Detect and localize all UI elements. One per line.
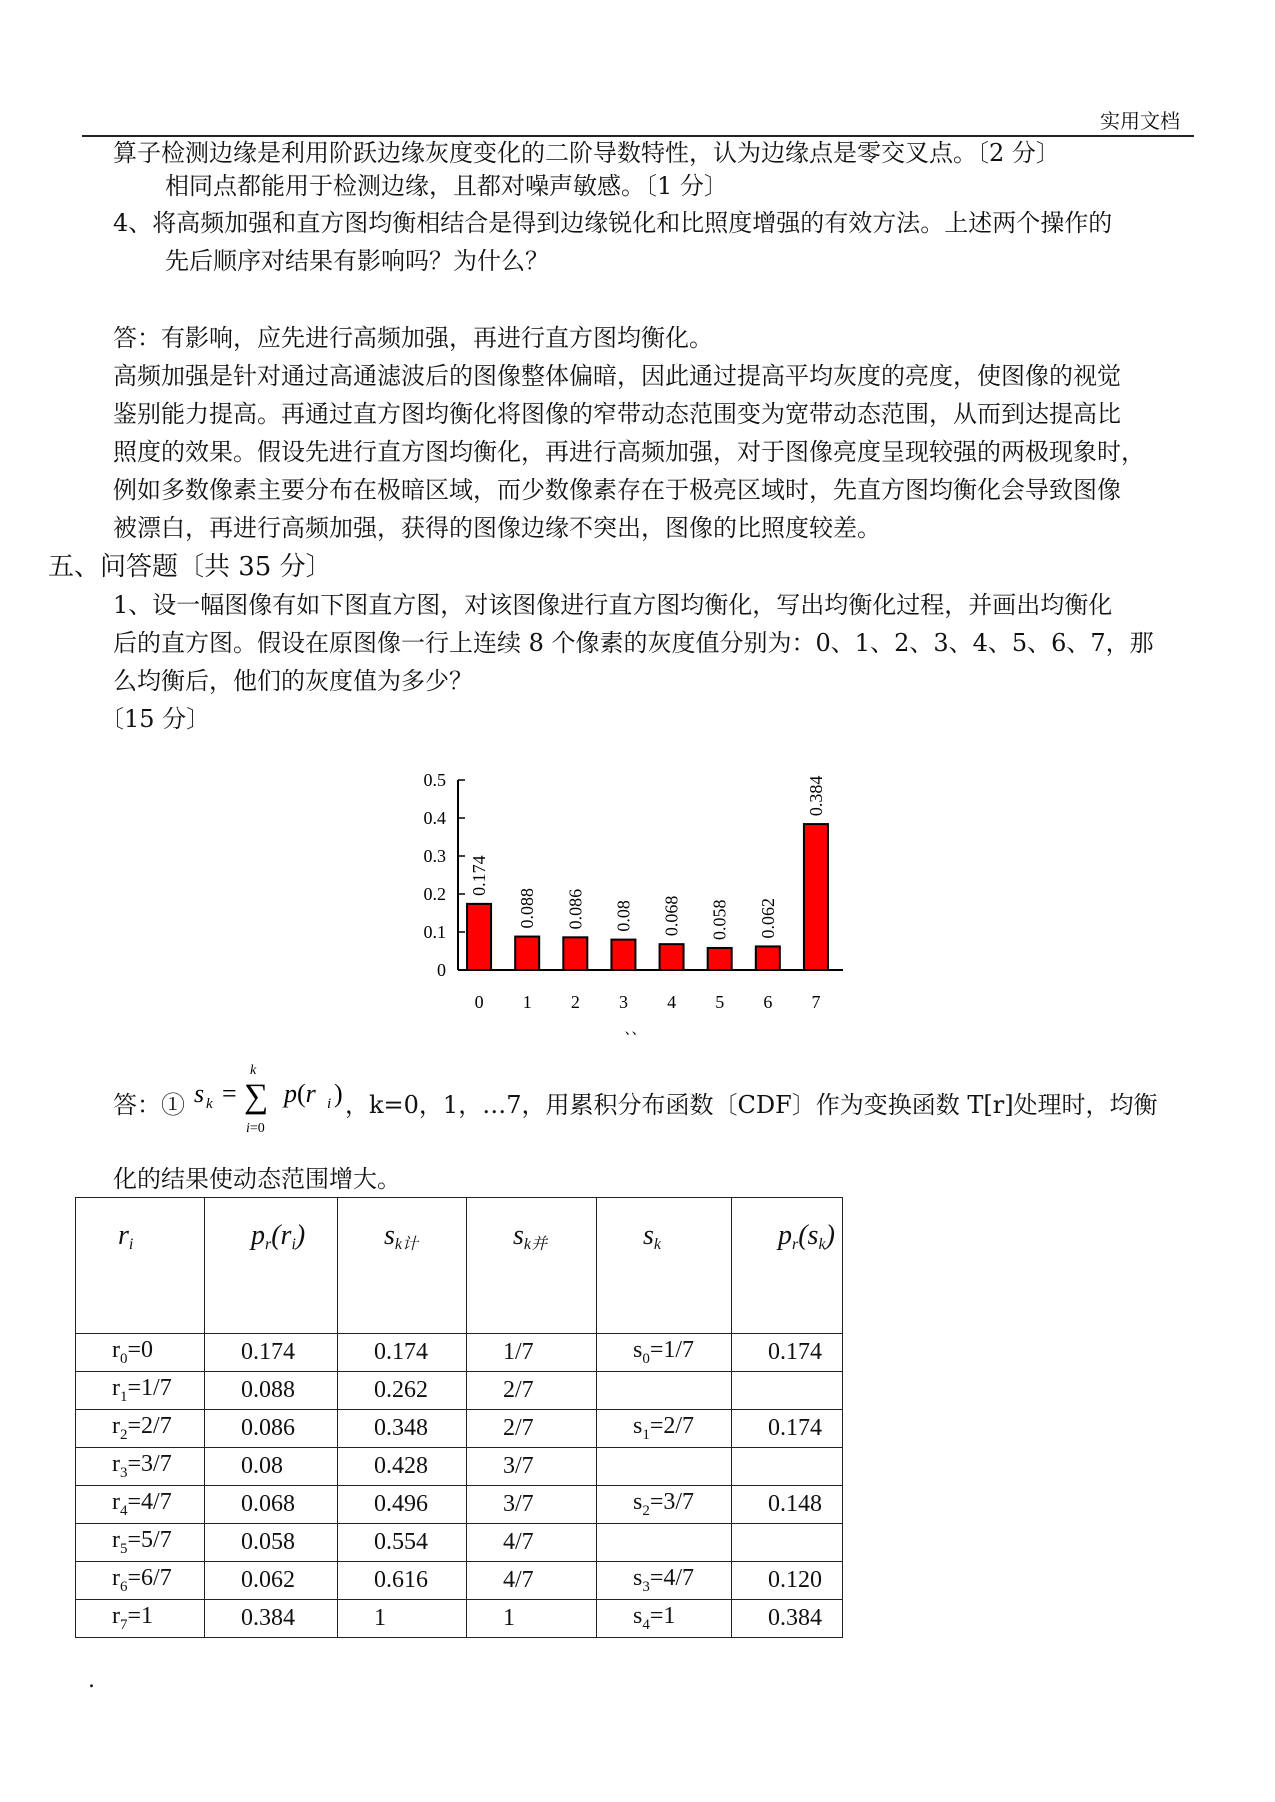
header-pr-ri: pr(ri) bbox=[205, 1198, 338, 1334]
table-cell: $r_2=2/7$ bbox=[76, 1410, 205, 1448]
table-cell: 0.496 bbox=[338, 1486, 467, 1524]
table-cell: 0.174 bbox=[732, 1410, 843, 1448]
table-cell: $r_7=1$ bbox=[76, 1600, 205, 1638]
table-cell bbox=[597, 1372, 732, 1410]
x-tick-label: 3 bbox=[618, 992, 628, 1012]
table-cell: $r_1=1/7$ bbox=[76, 1372, 205, 1410]
header-ri: ri bbox=[76, 1198, 205, 1334]
header-pr-sk: pr(sk) bbox=[732, 1198, 843, 1334]
x-tick-label: 2 bbox=[570, 992, 580, 1012]
header-sk-merge: sk并 bbox=[467, 1198, 597, 1334]
table-cell: $s_4=1$ bbox=[597, 1600, 732, 1638]
table-cell: 0.174 bbox=[732, 1334, 843, 1372]
table-cell: 0.068 bbox=[205, 1486, 338, 1524]
header-sk-calc: sk计 bbox=[338, 1198, 467, 1334]
svg-text:i: i bbox=[327, 1096, 332, 1112]
table-cell: $r_3=3/7$ bbox=[76, 1448, 205, 1486]
svg-text:i=0: i=0 bbox=[246, 1121, 265, 1136]
chart-caption: 、、 bbox=[624, 1023, 646, 1038]
table-cell: 4/7 bbox=[467, 1562, 597, 1600]
table-cell: $r_6=6/7$ bbox=[76, 1562, 205, 1600]
table-cell: 0.174 bbox=[338, 1334, 467, 1372]
table-cell: 0.384 bbox=[205, 1600, 338, 1638]
y-tick-label: 0.4 bbox=[423, 808, 446, 828]
table-cell: 4/7 bbox=[467, 1524, 597, 1562]
bar-data-label: 0.174 bbox=[469, 855, 490, 896]
table-row bbox=[76, 1524, 843, 1562]
table-cell bbox=[597, 1448, 732, 1486]
x-tick-label: 5 bbox=[715, 992, 725, 1012]
bar bbox=[515, 937, 539, 970]
table-cell: 0.08 bbox=[205, 1448, 338, 1486]
svg-text:s: s bbox=[194, 1079, 205, 1108]
table-cell: 0.062 bbox=[205, 1562, 338, 1600]
svg-text:): ) bbox=[334, 1079, 343, 1108]
table-cell: 0.616 bbox=[338, 1562, 467, 1600]
table-cell: 0.384 bbox=[732, 1600, 843, 1638]
table-row bbox=[76, 1486, 843, 1524]
answer-line: 高频加强是针对通过高通滤波后的图像整体偏暗，因此通过提高平均灰度的亮度，使图像的视觉 bbox=[113, 362, 1121, 390]
table-row bbox=[76, 1334, 843, 1372]
x-tick-label: 1 bbox=[522, 992, 532, 1012]
answer-line: 照度的效果。假设先进行直方图均衡化，再进行高频加强，对于图像亮度呈现较强的两极现象时， bbox=[113, 438, 1145, 466]
table-cell: 2/7 bbox=[467, 1410, 597, 1448]
table-row bbox=[76, 1448, 843, 1486]
bar-data-label: 0.058 bbox=[709, 899, 730, 940]
svg-text:k: k bbox=[250, 1063, 257, 1078]
table-cell: $s_2=3/7$ bbox=[597, 1486, 732, 1524]
table-cell: $r_4=4/7$ bbox=[76, 1486, 205, 1524]
table-cell: 3/7 bbox=[467, 1486, 597, 1524]
bar bbox=[467, 904, 491, 970]
table-cell: 0.428 bbox=[338, 1448, 467, 1486]
table-row bbox=[76, 1600, 843, 1638]
formula-line2: 化的结果使动态范围增大。 bbox=[113, 1165, 401, 1193]
bar-data-label: 0.062 bbox=[757, 897, 778, 939]
question-1-cont: 么均衡后，他们的灰度值为多少？ bbox=[113, 667, 473, 695]
histogram-chart bbox=[400, 755, 860, 1045]
header-rule bbox=[82, 135, 1194, 137]
table-cell: 0.348 bbox=[338, 1410, 467, 1448]
x-tick-label: 0 bbox=[474, 992, 484, 1012]
table-cell: $s_1=2/7$ bbox=[597, 1410, 732, 1448]
svg-text:p(r: p(r bbox=[284, 1079, 316, 1108]
table-cell bbox=[732, 1448, 843, 1486]
question-1-cont: 后的直方图。假设在原图像一行上连续 8 个像素的灰度值分别为：0、1、2、3、4、5、6、7，那 bbox=[113, 629, 1154, 657]
y-tick-label: 0.1 bbox=[423, 922, 446, 942]
section-heading: 五、问答题〔共 35 分〕 bbox=[48, 552, 332, 582]
formula-suffix: ，k=0，1，…7，用累积分布函数〔CDF〕作为变换函数 T[r]处理时，均衡 bbox=[345, 1091, 1158, 1119]
table-cell bbox=[597, 1524, 732, 1562]
header-sk: sk bbox=[597, 1198, 732, 1334]
question-1-score: 〔15 分〕 bbox=[100, 705, 211, 733]
answer-line: 被漂白，再进行高频加强，获得的图像边缘不突出，图像的比照度较差。 bbox=[113, 514, 881, 542]
table-cell: 0.086 bbox=[205, 1410, 338, 1448]
bar bbox=[756, 946, 780, 970]
table-cell: 0.554 bbox=[338, 1524, 467, 1562]
table-cell: 0.120 bbox=[732, 1562, 843, 1600]
table-cell bbox=[732, 1524, 843, 1562]
svg-text:k: k bbox=[206, 1096, 213, 1112]
y-tick-label: 0.3 bbox=[423, 846, 446, 866]
table-cell: 0.148 bbox=[732, 1486, 843, 1524]
bar bbox=[708, 948, 732, 970]
table-row bbox=[76, 1372, 843, 1410]
y-tick-label: 0 bbox=[437, 960, 446, 980]
bar bbox=[804, 824, 828, 970]
bar-data-label: 0.086 bbox=[565, 888, 586, 930]
table-cell: 2/7 bbox=[467, 1372, 597, 1410]
y-tick-label: 0.2 bbox=[423, 884, 446, 904]
x-tick-label: 7 bbox=[811, 992, 821, 1012]
table-cell: 0.262 bbox=[338, 1372, 467, 1410]
svg-text:=: = bbox=[222, 1079, 237, 1108]
table-cell: 0.088 bbox=[205, 1372, 338, 1410]
table-cell: $r_5=5/7$ bbox=[76, 1524, 205, 1562]
bar bbox=[563, 937, 587, 970]
equalization-table bbox=[75, 1197, 843, 1638]
table-cell: $s_3=4/7$ bbox=[597, 1562, 732, 1600]
table-cell: 1 bbox=[338, 1600, 467, 1638]
text-line: 算子检测边缘是利用阶跃边缘灰度变化的二阶导数特性，认为边缘点是零交叉点。〔2 分〕 bbox=[113, 139, 1060, 167]
answer-line: 答：有影响，应先进行高频加强，再进行直方图均衡化。 bbox=[113, 324, 713, 352]
answer-line: 例如多数像素主要分布在极暗区域，而少数像素存在于极亮区域时，先直方图均衡化会导致图像 bbox=[113, 476, 1121, 504]
question-4: 4、将高频加强和直方图均衡相结合是得到边缘锐化和比照度增强的有效方法。上述两个操作的 bbox=[113, 209, 1113, 237]
bar-data-label: 0.088 bbox=[517, 888, 538, 929]
bar-data-label: 0.068 bbox=[661, 895, 682, 937]
table-cell: 1/7 bbox=[467, 1334, 597, 1372]
question-4-cont: 先后顺序对结果有影响吗？为什么？ bbox=[165, 247, 549, 275]
svg-text:∑: ∑ bbox=[244, 1078, 269, 1115]
table-header-row bbox=[76, 1198, 843, 1334]
answer-line: 鉴别能力提高。再通过直方图均衡化将图像的窄带动态范围变为宽带动态范围，从而到达提高比 bbox=[113, 400, 1121, 428]
y-tick-label: 0.5 bbox=[423, 770, 446, 790]
bar-data-label: 0.08 bbox=[613, 900, 634, 932]
bar bbox=[660, 944, 684, 970]
page-header-label: 实用文档 bbox=[1100, 109, 1180, 133]
table-cell: 0.174 bbox=[205, 1334, 338, 1372]
formula-prefix: 答：① bbox=[113, 1091, 185, 1119]
question-1: 1、设一幅图像有如下图直方图，对该图像进行直方图均衡化，写出均衡化过程，并画出均衡化 bbox=[113, 591, 1113, 619]
x-tick-label: 4 bbox=[667, 992, 677, 1012]
table-cell: 1 bbox=[467, 1600, 597, 1638]
table-cell: 3/7 bbox=[467, 1448, 597, 1486]
table-cell: $s_0=1/7$ bbox=[597, 1334, 732, 1372]
footer-dot: . bbox=[88, 1668, 95, 1693]
bar bbox=[611, 940, 635, 970]
text-line: 相同点都能用于检测边缘，且都对噪声敏感。〔1 分〕 bbox=[165, 172, 728, 200]
table-cell bbox=[732, 1372, 843, 1410]
bar-data-label: 0.384 bbox=[805, 775, 826, 817]
table-row bbox=[76, 1410, 843, 1448]
table-cell: 0.058 bbox=[205, 1524, 338, 1562]
table-row bbox=[76, 1562, 843, 1600]
table-cell: $r_0=0$ bbox=[76, 1334, 205, 1372]
x-tick-label: 6 bbox=[763, 992, 773, 1012]
